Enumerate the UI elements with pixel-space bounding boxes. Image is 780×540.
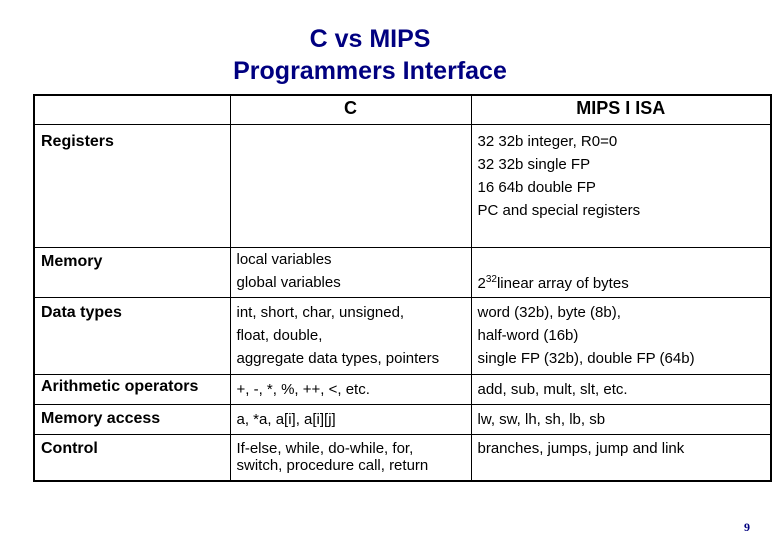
cell-c-memory (230, 248, 471, 298)
cell-line (478, 272, 771, 295)
row-label-memory-access: Memory access (34, 405, 230, 435)
cell-c-registers (230, 125, 471, 248)
cell-c-memory-access (230, 405, 471, 435)
cell-line: int, short, char, unsigned, (236, 304, 405, 321)
header-c: C (230, 95, 471, 125)
table-row (34, 405, 771, 435)
cell-line: float, double, (236, 327, 323, 344)
page-number: 9 (744, 520, 750, 534)
row-label-data-types: Data types (34, 298, 230, 375)
cell-mips-memory (471, 248, 771, 298)
cell-mips-data-types (471, 298, 771, 375)
cell-line: switch, procedure call, return (236, 457, 429, 474)
mips-memory-exponent: 32 (485, 274, 497, 285)
cell-c-data-types (230, 298, 471, 375)
cell-line: single FP (32b), double FP (64b) (477, 350, 695, 367)
cell-c-arithmetic (230, 375, 471, 405)
table-header-row (34, 95, 771, 125)
row-label-control: Control (34, 435, 230, 481)
header-empty (34, 95, 230, 125)
cell-line: PC and special registers (477, 202, 641, 219)
header-mips: MIPS I ISA (471, 95, 771, 125)
cell-line: 32 32b single FP (477, 156, 591, 173)
cell-mips-control (471, 435, 771, 481)
cell-mips-registers (471, 125, 771, 248)
row-label-registers: Registers (34, 125, 230, 248)
mips-memory-base: 2 (477, 275, 486, 292)
table-row (34, 375, 771, 405)
cell-line: aggregate data types, pointers (236, 350, 440, 367)
page-title-line2: Programmers Interface (233, 57, 507, 85)
table-row (34, 435, 771, 481)
cell-line: branches, jumps, jump and link (477, 440, 685, 457)
cell-line: global variables (236, 274, 341, 291)
mips-memory-text: linear array of bytes (496, 275, 629, 292)
cell-line: 32 32b integer, R0=0 (477, 133, 618, 150)
row-label-arithmetic: Arithmetic operators (34, 375, 230, 405)
cell-mips-memory-access (471, 405, 771, 435)
cell-line: a, *a, a[i], a[i][j] (236, 411, 336, 428)
cell-line: add, sub, mult, slt, etc. (477, 381, 628, 398)
cell-c-control (230, 435, 471, 481)
cell-line: word (32b), byte (8b), (477, 304, 621, 321)
cell-line: lw, sw, lh, sh, lb, sb (477, 411, 606, 428)
cell-line: If-else, while, do-while, for, (236, 440, 414, 457)
cell-line: +, -, *, %, ++, <, etc. (236, 381, 370, 398)
table-row (34, 298, 771, 375)
cell-mips-arithmetic (471, 375, 771, 405)
table-row (34, 125, 771, 248)
row-label-memory: Memory (34, 248, 230, 298)
table-row (34, 248, 771, 298)
cell-line: 16 64b double FP (477, 179, 596, 196)
cell-line: half-word (16b) (477, 327, 579, 344)
page-title-line1: C vs MIPS (309, 25, 431, 53)
comparison-table (33, 94, 772, 482)
cell-line: local variables (236, 251, 332, 268)
